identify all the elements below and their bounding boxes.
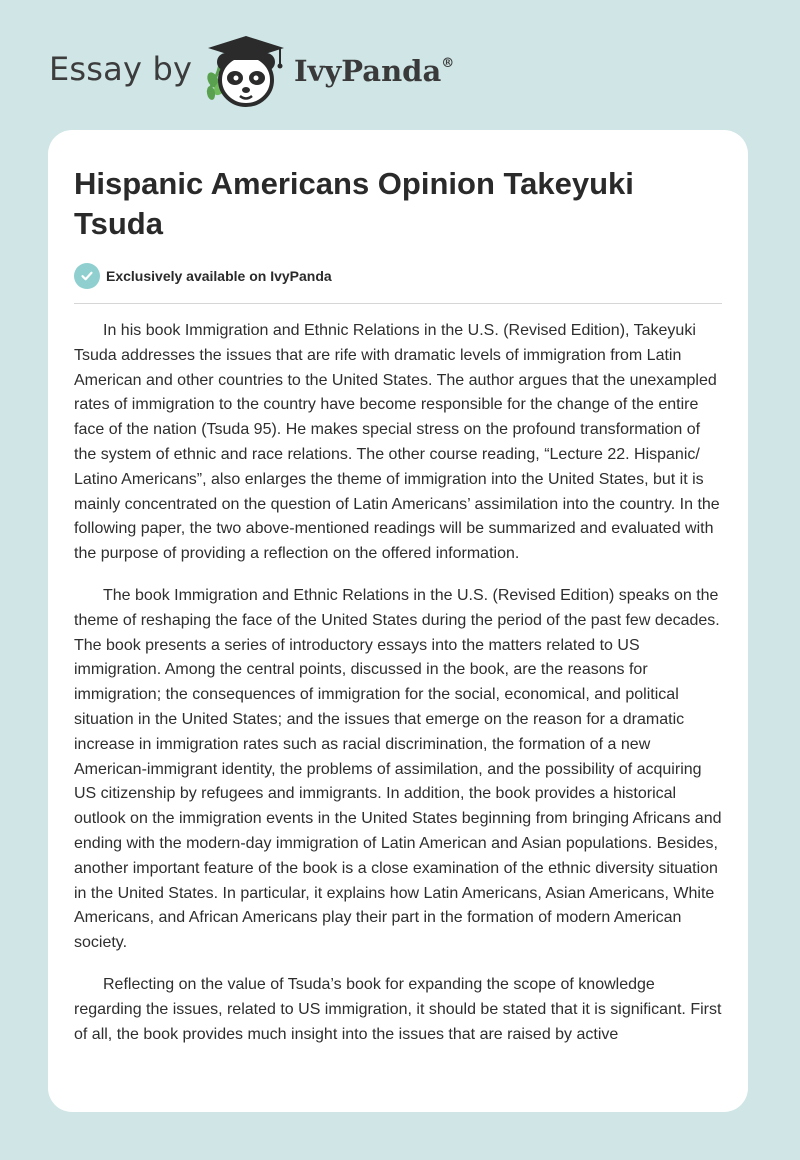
page-title: Hispanic Americans Opinion Takeyuki Tsuda [74, 166, 634, 241]
essay-body [74, 319, 726, 1064]
paragraph: The book Immigration and Ethnic Relations in the U.S. (Revised Edition) speaks on the theme of reshaping the face of the United States during the period of the past few decades. The book presents a series of introductory essays into the matters related to US immigration. Among the central points, discussed in the book, are the reasons for immigration; the consequences of immigration for the social, economical, and political situation in the United States; and the issues that emerge on the reason for a dramatic increase in immigration rates such as racial discrimination, the formation of a new American-immigrant identity, the problems of assimilation, and the possibility of acquiring US citizenship by refugees and immigrants. In addition, the book provides a historical outlook on the immigration events in the United States beginning from bringing Africans and ending with the modern-day immigration of Latin American and Asian populations. Besides, another important feature of the book is a close examination of the ethnic diversity situation in the United States. In particular, it explains how Latin Americans, Asian Americans, White Americans, and African Americans play their part in the formation of modern American society. [74, 586, 722, 952]
site-header [0, 0, 800, 130]
registered-mark: ® [441, 56, 455, 71]
exclusive-badge [74, 263, 332, 289]
paragraph: In his book Immigration and Ethnic Relations in the U.S. (Revised Edition), Takeyuki Tsuda addresses the issues that are rife with dramatic levels of immigration from Latin American and other countries to the United States. The author argues that the unexampled rates of immigration to the country have become responsible for the change of the entire face of the nation (Tsuda 95). He makes special stress on the profound transformation of the system of ethnic and race relations. The other course reading, “Lecture 22. Hispanic/ Latino Americans”, also enlarges the theme of immigration into the United States, but it is mainly concentrated on the question of Latin Americans’ assimilation into the country. In the following paper, the two above-mentioned readings will be summarized and evaluated with the purpose of providing a reflection on the offered information. [74, 322, 720, 563]
essay-card [48, 130, 748, 1112]
exclusive-badge-label: Exclusively available on IvyPanda [106, 268, 332, 284]
brand-name-text: IvyPanda [294, 54, 442, 88]
paragraph: Reflecting on the value of Tsuda’s book for expanding the scope of knowledge regarding the issues, related to US immigration, it should be stated that it is significant. First of all, the book provides much insight into the issues that are raised by active [74, 975, 722, 1043]
title-divider [74, 303, 722, 304]
brand-name[interactable] [294, 54, 454, 88]
panda-logo-icon[interactable] [200, 30, 292, 110]
checkmark-circle-icon [74, 263, 100, 289]
essay-by-label: Essay by [49, 50, 193, 88]
